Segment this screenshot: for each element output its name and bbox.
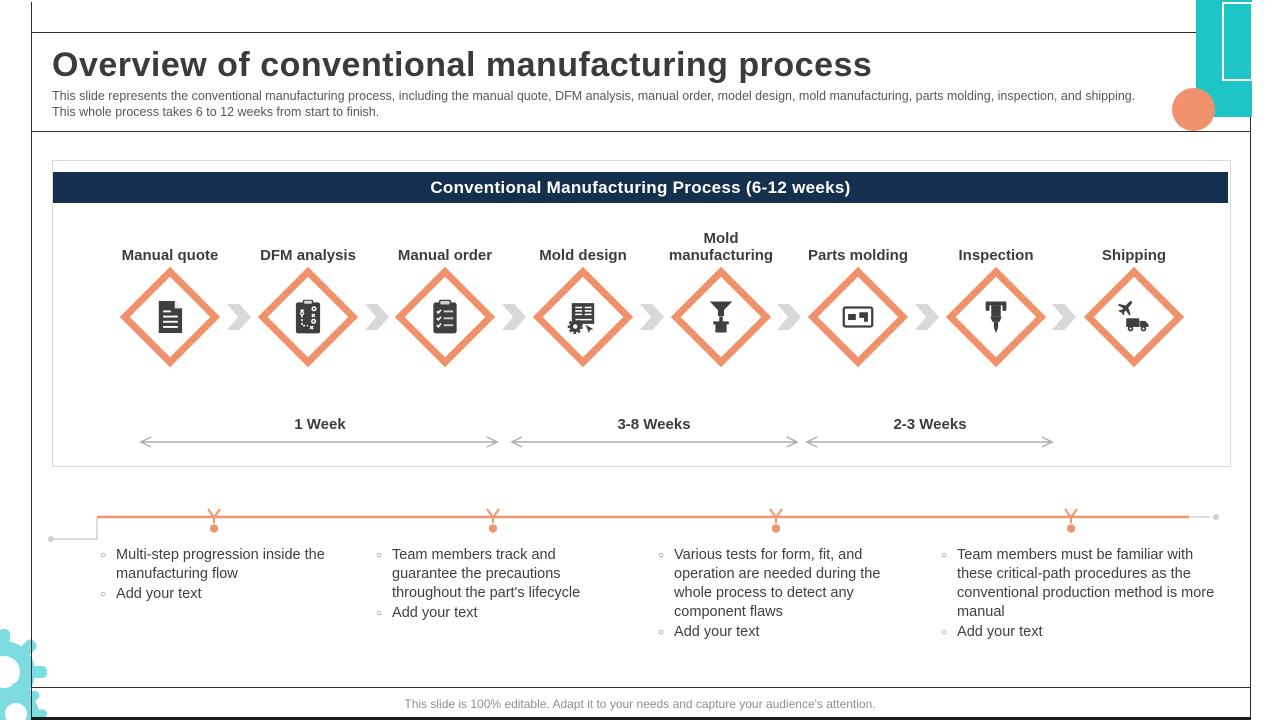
step-label: Mold design [539,247,627,264]
note-bullet-item [658,546,893,622]
note-text: ○ Multi-step progression inside the manufacturing flow [116,547,325,582]
page-title: Overview of conventional manufacturing process [52,46,873,84]
process-step-manual-quote [108,222,232,367]
note-text: ○ Team members must be familiar with these critical-path procedures as the conventional production method is more manual [957,547,1215,620]
note-text: ○ Add your text [392,605,478,621]
teal-outline-rectangle-decoration [1222,2,1253,81]
double-arrow-icon [807,437,1052,447]
step-diamond [395,267,495,367]
step-label: DFM analysis [260,247,356,264]
frame-right-line [1250,32,1251,720]
step-diamond [1084,267,1184,367]
process-step-manual-order [383,222,507,367]
note-text: ○ Various tests for form, fit, and operation are needed during the whole process to detect any component flaws [674,547,881,620]
process-panel-header: Conventional Manufacturing Process (6-12 weeks) [53,172,1228,203]
step-label: Mold manufacturing [668,230,774,264]
molded-part-icon [839,298,877,336]
document-icon [151,298,189,336]
note-bullet-item [658,623,893,642]
strategy-clipboard-icon [289,298,327,336]
note-bullet-item [376,546,606,603]
frame-top-line [31,32,1251,33]
milestone-marker-icon [487,509,499,533]
timeline-connector-left [54,517,97,539]
step-label: Inspection [958,247,1034,264]
step-label: Parts molding [807,247,908,264]
timeline-end-dot [1213,514,1219,520]
step-diamond [808,267,908,367]
process-step-dfm-analysis [246,222,370,367]
double-arrow-icon [141,437,497,447]
process-step-mold-design [521,222,645,367]
process-step-inspection [934,222,1058,367]
process-step-mold-manufacturing [659,222,783,367]
duration-arrows [52,430,1229,454]
process-step-shipping [1072,222,1196,367]
note-column-4 [941,546,1216,643]
timeline-end-dot [48,536,54,542]
footer-divider-line [31,687,1251,688]
note-column-2 [376,546,606,624]
milestone-marker-icon [1065,509,1077,533]
milestone-marker-icon [208,509,220,533]
duration-label-2-3-weeks: 2-3 Weeks [893,416,967,433]
note-bullet-item [100,546,340,584]
duration-label-3-8-weeks: 3-8 Weeks [617,416,691,433]
step-label: Shipping [1101,247,1167,264]
mold-funnel-icon [702,298,740,336]
note-column-1 [100,546,340,605]
orange-circle-decoration [1172,88,1215,131]
note-text: ○ Add your text [116,586,202,602]
note-text: ○ Team members track and guarantee the precautions throughout the part's lifecycle [392,547,581,601]
double-arrow-icon [512,437,797,447]
design-gear-icon [564,298,602,336]
note-text: ○ Add your text [957,624,1043,640]
subtitle-line-2: This whole process takes 6 to 12 weeks from start to finish. [52,105,380,119]
step-label: Manual order [397,247,493,264]
subtitle-line-1: This slide represents the conventional manufacturing process, including the manual quote, DFM analysis, manual order, model design, mold manufacturing, parts molding, inspection, and shipping. [52,89,1136,103]
milestone-marker-icon [770,509,782,533]
step-diamond [258,267,358,367]
duration-label-1-week: 1 Week [294,416,346,433]
checklist-icon [426,298,464,336]
title-divider-line [31,131,1251,132]
step-diamond [946,267,1046,367]
frame-left-line [31,2,32,720]
step-diamond [533,267,633,367]
step-diamond [120,267,220,367]
note-bullet-item [941,546,1216,622]
jackhammer-icon [977,298,1015,336]
process-step-parts-molding [796,222,920,367]
note-bullet-item [941,623,1216,642]
step-label: Manual quote [121,247,219,264]
note-bullet-item [376,604,606,623]
note-text: ○ Add your text [674,624,760,640]
footer-note: This slide is 100% editable. Adapt it to your needs and capture your audience's attention. [404,697,876,711]
step-diamond [671,267,771,367]
truck-plane-icon [1115,298,1153,336]
note-bullet-item [100,585,340,604]
note-column-3 [658,546,893,643]
notes-timeline [40,500,1240,544]
